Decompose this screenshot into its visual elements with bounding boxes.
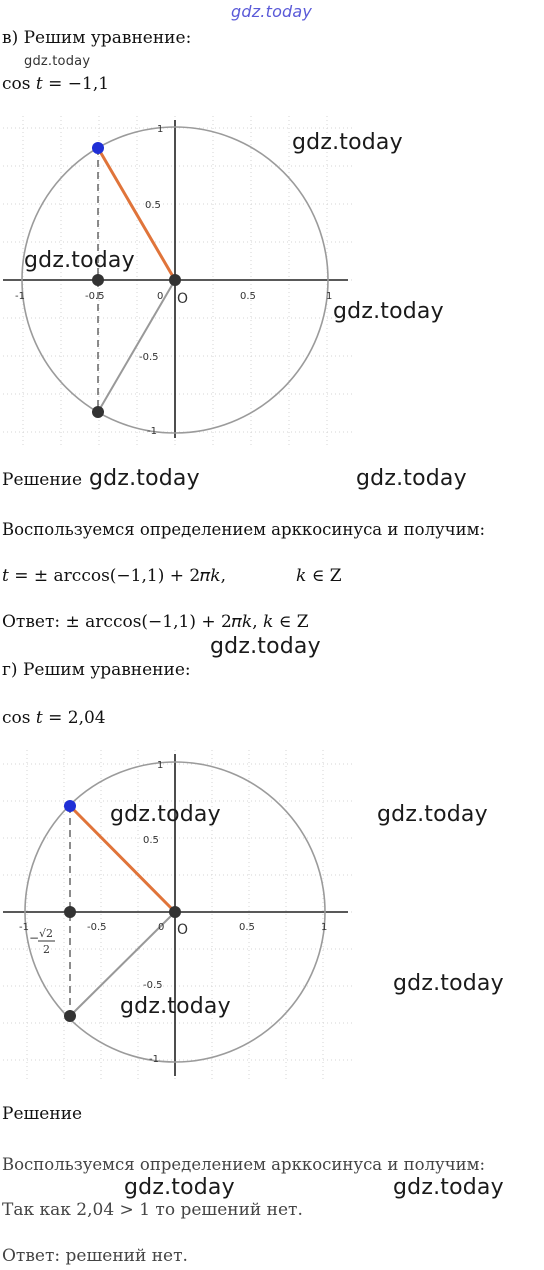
x-tick-label: -0.5 [85,291,105,302]
watermark: gdz.today [292,130,403,155]
part-g-equation: cos 𝑡 = 2,04 [2,708,106,728]
x-tick-label: 0.5 [239,922,255,933]
part-g-answer: Ответ: решений нет. [2,1246,188,1266]
x-tick-label: -1 [15,291,25,302]
x-tick-label: 1 [321,922,328,933]
fraction-numerator: √2 [39,927,54,940]
minus-sign: − [29,931,40,945]
origin-label: O [177,291,189,307]
origin-label: O [177,922,189,938]
watermark: gdz.today [333,299,444,324]
part-v-heading: в) Решим уравнение: [2,28,192,48]
origin-point [169,274,181,286]
part-v-equation: cos 𝑡 = −1,1 [2,74,110,94]
point-lower [64,1010,76,1022]
watermark: gdz.today [120,994,231,1019]
part-v-formula: 𝑡 = ± arccos(−1,1) + 2𝜋𝑘, [2,566,227,586]
part-v-solution-label: Решение [2,470,83,490]
x-tick-label: 0 [158,922,165,933]
watermark: gdz.today [356,466,467,491]
part-v-answer: Ответ: ± arccos(−1,1) + 2𝜋𝑘, 𝑘 ∈ Z [2,612,309,632]
point-on-axis [64,906,76,918]
part-g-solution-label: Решение [2,1104,83,1124]
y-tick-label: -1 [149,1054,159,1065]
watermark: gdz.today [89,466,200,491]
watermark: gdz.today [24,248,135,273]
y-tick-label: 1 [157,760,164,771]
top-watermark: gdz.today [231,2,313,21]
fraction-denominator: 2 [43,943,50,956]
watermark: gdz.today [393,1175,504,1200]
point-upper [92,142,104,154]
point-lower [92,406,104,418]
x-tick-label: -0.5 [87,922,107,933]
watermark: gdz.today [124,1175,235,1200]
watermark: gdz.today [393,971,504,996]
y-tick-label: 0.5 [143,835,159,846]
y-tick-label: 1 [157,124,164,135]
watermark: gdz.today [210,634,321,659]
origin-point [169,906,181,918]
part-v-formula-domain: 𝑘 ∈ Z [296,566,342,586]
point-upper [64,800,76,812]
y-tick-label: -0.5 [139,352,159,363]
x-tick-label: 0 [157,291,164,302]
watermark: gdz.today [110,802,221,827]
unit-circle-graph-g [3,750,353,1080]
unit-circle-graph-v [3,116,353,446]
x-tick-label: 1 [326,291,333,302]
y-tick-label: -1 [147,426,157,437]
y-tick-label: 0.5 [145,200,161,211]
y-tick-label: -0.5 [143,980,163,991]
x-tick-label: -1 [19,922,29,933]
part-g-reason: Так как 2,04 > 1 то решений нет. [2,1200,303,1220]
point-on-axis [92,274,104,286]
watermark-small: gdz.today [24,54,91,69]
part-v-method: Воспользуемся определением арккосинуса и получим: [2,520,486,539]
x-tick-label: 0.5 [240,291,256,302]
watermark: gdz.today [377,802,488,827]
part-g-heading: г) Решим уравнение: [2,660,191,680]
part-g-method: Воспользуемся определением арккосинуса и получим: [2,1155,486,1174]
